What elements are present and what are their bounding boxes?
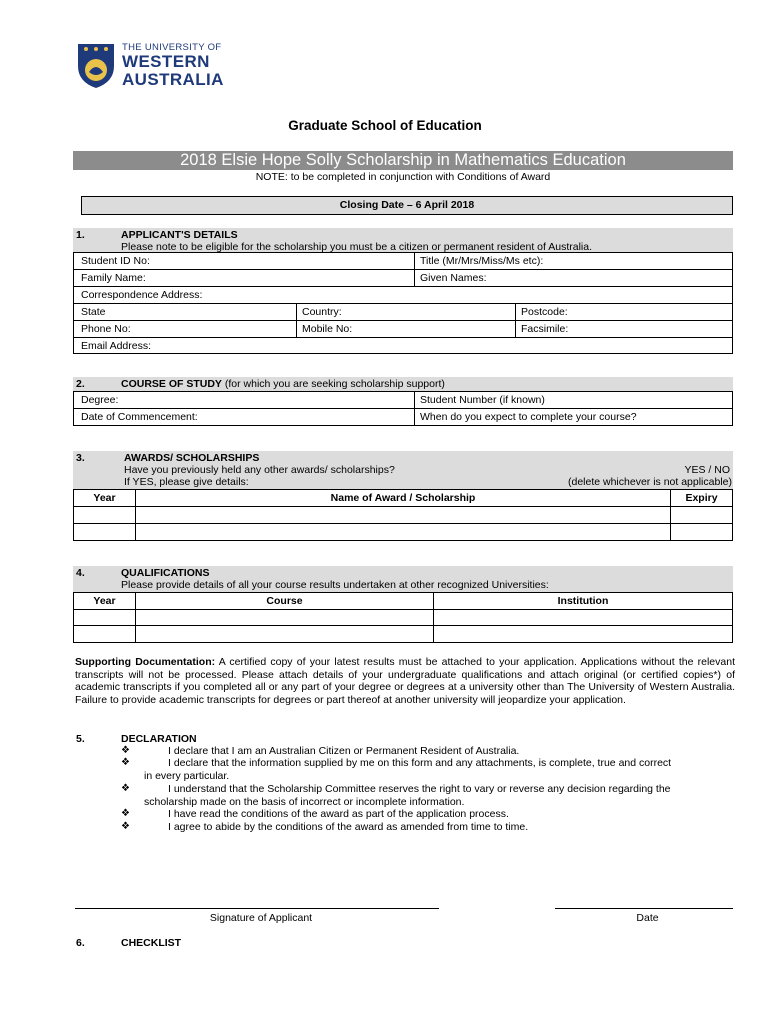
section-3-number: 3. [76,452,85,464]
email-field[interactable]: Email Address: [81,340,152,352]
section-3-question-1: Have you previously held any other awards/ scholarships? [124,464,395,476]
university-logo [74,40,234,90]
declaration-item-4: I have read the conditions of the award as part of the application process. [168,808,509,820]
section-2-heading-note: (for which you are seeking scholarship support) [224,378,445,390]
declaration-item-1: I declare that I am an Australian Citizen or Permanent Resident of Australia. [168,745,520,757]
declaration-item-2-cont: in every particular. [144,770,230,782]
qual-col-institution: Institution [557,595,609,607]
section-3-question-2: If YES, please give details: [124,476,249,488]
form-note: NOTE: to be completed in conjunction with Conditions of Award [255,171,551,183]
degree-field[interactable]: Degree: [81,394,119,406]
section-1-subtext: Please note to be eligible for the scholarship you must be a citizen or permanent resident of Australia. [121,241,593,253]
facsimile-field[interactable]: Facsimile: [521,323,569,335]
section-6-number: 6. [76,937,85,949]
section-2-number: 2. [76,378,85,390]
date-signature-line[interactable] [555,908,733,909]
awards-col-name: Name of Award / Scholarship [330,492,476,504]
qual-col-course: Course [266,595,303,607]
course-of-study-table [73,391,733,426]
applicant-signature-line[interactable] [75,908,439,909]
logo-line-1: THE UNIVERSITY OF [122,42,222,53]
qualifications-table [73,592,733,643]
commencement-field[interactable]: Date of Commencement: [81,411,198,423]
declaration-item-5: I agree to abide by the conditions of the award as amended from time to time. [168,821,529,833]
section-2-heading-line [121,378,445,390]
phone-field[interactable]: Phone No: [81,323,131,335]
section-2-heading: COURSE OF STUDY [121,378,222,390]
supporting-documentation [75,656,735,706]
section-6-heading: CHECKLIST [121,937,182,949]
postcode-field[interactable]: Postcode: [521,306,568,318]
crest-icon [74,40,118,90]
section-3-delete-note: (delete whichever is not applicable) [567,476,732,488]
qual-col-year: Year [93,595,116,607]
yes-no-answer[interactable]: YES / NO [684,464,730,476]
section-4-subtext: Please provide details of all your course results undertaken at other recognized Universities: [121,579,549,591]
supporting-label: Supporting Documentation: [75,656,216,668]
awards-table [73,489,733,541]
section-5-heading: DECLARATION [121,733,197,745]
student-number-field[interactable]: Student Number (if known) [420,394,545,406]
state-field[interactable]: State [81,306,106,318]
section-3-heading: AWARDS/ SCHOLARSHIPS [124,452,260,464]
declaration-item-3-cont: scholarship made on the basis of incorrect or incomplete information. [144,796,465,808]
awards-col-year: Year [93,492,116,504]
mobile-field[interactable]: Mobile No: [302,323,353,335]
diamond-bullet-icon: ❖ [121,783,130,794]
awards-col-expiry: Expiry [685,492,718,504]
applicant-details-table [73,252,733,354]
declaration-item-2: I declare that the information supplied by me on this form and any attachments, is complete, true and correct [168,757,672,769]
address-field[interactable]: Correspondence Address: [81,289,203,301]
country-field[interactable]: Country: [302,306,342,318]
section-1-heading: APPLICANT'S DETAILS [121,229,238,241]
logo-line-2: WESTERN [122,52,210,71]
completion-field[interactable]: When do you expect to complete your course? [420,411,637,423]
logo-line-3: AUSTRALIA [122,70,224,89]
closing-date: Closing Date – 6 April 2018 [81,196,733,215]
family-name-field[interactable]: Family Name: [81,272,146,284]
section-1-number: 1. [76,229,85,241]
diamond-bullet-icon: ❖ [121,757,130,768]
signature-date-label: Date [636,912,659,924]
diamond-bullet-icon: ❖ [121,821,130,832]
declaration-item-3: I understand that the Scholarship Committee reserves the right to vary or reverse any decision regarding the [168,783,671,795]
student-id-field[interactable]: Student ID No: [81,255,150,267]
signature-applicant-label: Signature of Applicant [209,912,313,924]
diamond-bullet-icon: ❖ [121,745,130,756]
title-field[interactable]: Title (Mr/Mrs/Miss/Ms etc): [420,255,544,267]
given-names-field[interactable]: Given Names: [420,272,487,284]
section-5-number: 5. [76,733,85,745]
diamond-bullet-icon: ❖ [121,808,130,819]
section-4-heading: QUALIFICATIONS [121,567,210,579]
school-name: Graduate School of Education [288,118,482,133]
section-4-number: 4. [76,567,85,579]
form-title: 2018 Elsie Hope Solly Scholarship in Mathematics Education [73,151,733,170]
supporting-text: A certified copy of your latest results must be attached to your application. Applications without the relevant transcripts will not be processed. Please attach details of your undergraduate qualifications and attach original (or certified copies*) of academic transcripts if you completed all or any part of your degree or degrees at a university other than The University of Western Australia. Failure to provide academic transcripts for degrees or part thereof at another university will jeopardize your application. [75,656,735,706]
